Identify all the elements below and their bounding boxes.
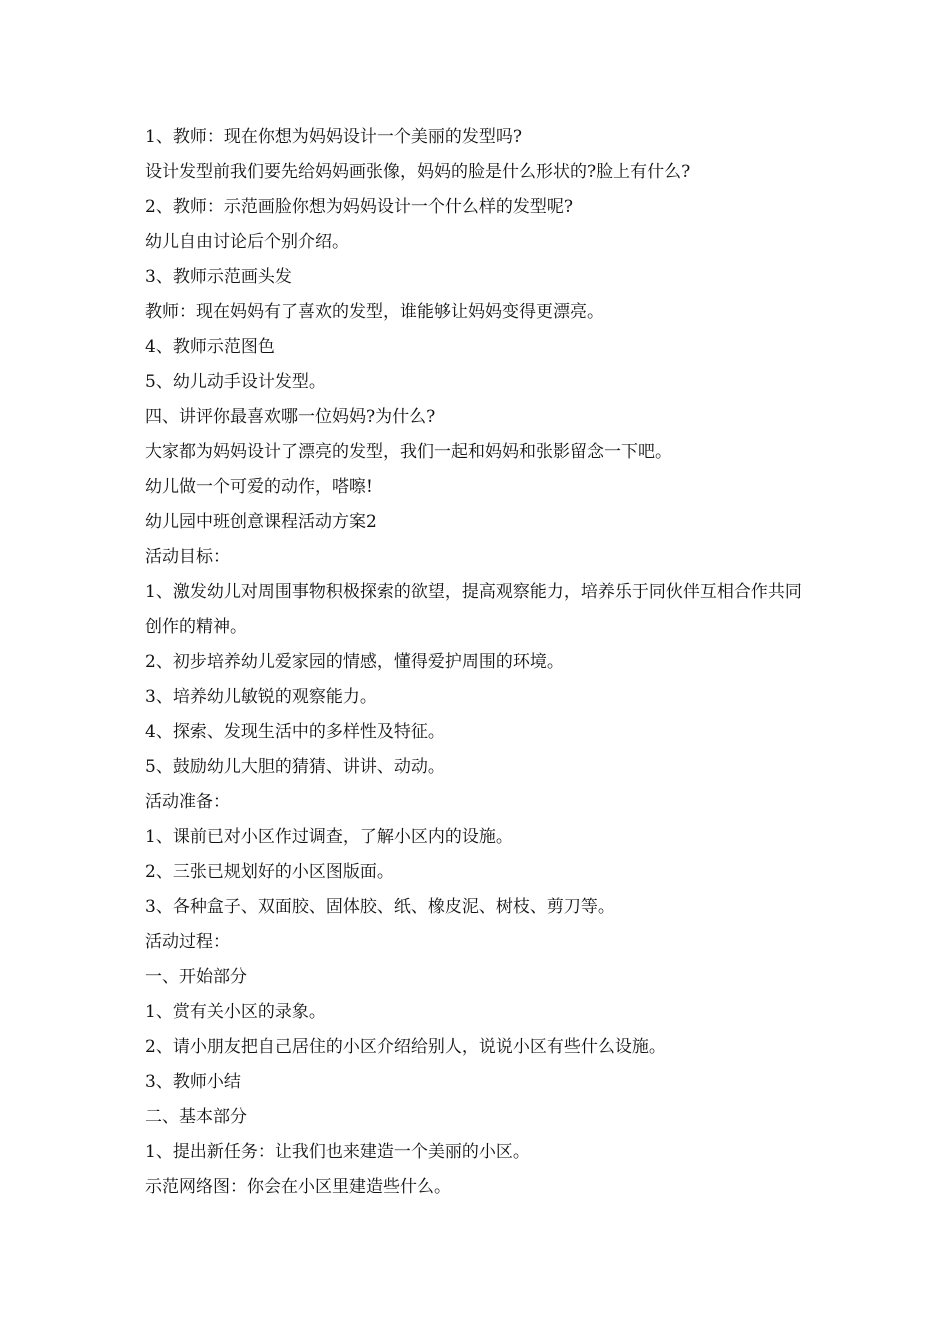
text-line: 2、三张已规划好的小区图版面。 [145,862,394,882]
text-line: 二、基本部分 [145,1107,247,1127]
text-line: 四、讲评你最喜欢哪一位妈妈?为什么? [145,407,436,427]
text-line: 一、开始部分 [145,967,247,987]
text-line: 1、课前已对小区作过调查，了解小区内的设施。 [145,827,513,847]
text-line: 教师：现在妈妈有了喜欢的发型，谁能够让妈妈变得更漂亮。 [145,302,604,322]
text-line: 3、培养幼儿敏锐的观察能力。 [145,687,377,707]
text-line: 3、教师小结 [145,1072,241,1092]
text-line: 4、教师示范图色 [145,337,275,357]
text-line: 2、请小朋友把自己居住的小区介绍给别人，说说小区有些什么设施。 [145,1037,666,1057]
text-line: 大家都为妈妈设计了漂亮的发型，我们一起和妈妈和张影留念一下吧。 [145,442,672,462]
section-heading: 活动准备： [145,792,230,812]
section-title: 幼儿园中班创意课程活动方案2 [145,512,377,532]
section-heading: 活动过程： [145,932,230,952]
document-body [145,120,815,1205]
text-line: 2、初步培养幼儿爱家园的情感，懂得爱护周围的环境。 [145,652,564,672]
text-line: 2、教师：示范画脸你想为妈妈设计一个什么样的发型呢? [145,197,573,217]
text-line: 设计发型前我们要先给妈妈画张像，妈妈的脸是什么形状的?脸上有什么? [145,162,691,182]
text-line: 1、提出新任务：让我们也来建造一个美丽的小区。 [145,1142,530,1162]
text-line: 4、探索、发现生活中的多样性及特征。 [145,722,445,742]
text-paragraph: 1、激发幼儿对周围事物积极探索的欲望，提高观察能力，培养乐于同伙伴互相合作共同创作的精神。 [145,582,802,637]
text-line: 5、鼓励幼儿大胆的猜猜、讲讲、动动。 [145,757,445,777]
text-line: 幼儿做一个可爱的动作，嗒嚓! [145,477,373,497]
text-line: 示范网络图：你会在小区里建造些什么。 [145,1177,451,1197]
text-line: 3、各种盒子、双面胶、固体胶、纸、橡皮泥、树枝、剪刀等。 [145,897,615,917]
text-line: 幼儿自由讨论后个别介绍。 [145,232,349,252]
text-line: 1、教师：现在你想为妈妈设计一个美丽的发型吗? [145,127,522,147]
text-line: 1、赏有关小区的录象。 [145,1002,326,1022]
text-line: 5、幼儿动手设计发型。 [145,372,326,392]
text-line: 3、教师示范画头发 [145,267,292,287]
section-heading: 活动目标： [145,547,230,567]
